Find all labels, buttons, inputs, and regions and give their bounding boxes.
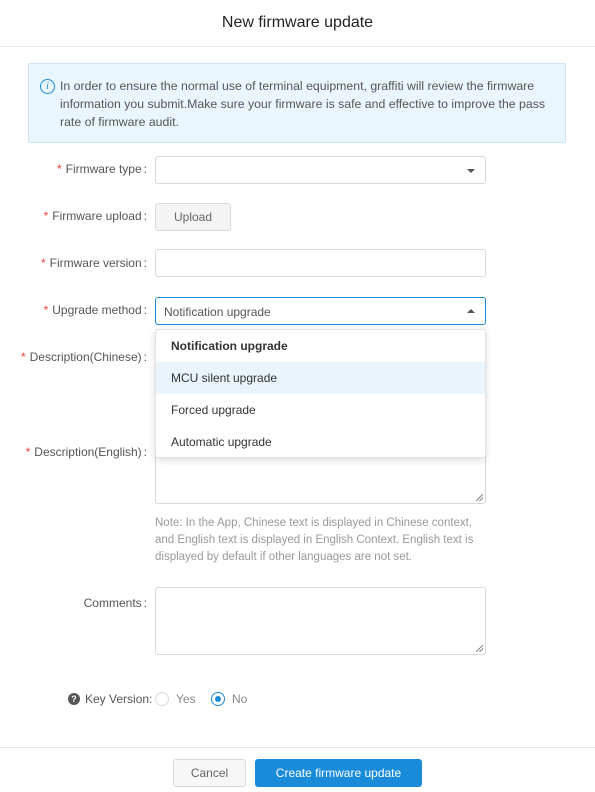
key-version-yes-radio[interactable] bbox=[155, 692, 169, 706]
firmware-type-label: * Firmware type : bbox=[56, 162, 147, 176]
firmware-version-input[interactable] bbox=[155, 249, 486, 277]
upgrade-method-dropdown bbox=[155, 329, 486, 458]
dropdown-option-notification-upgrade[interactable]: Notification upgrade bbox=[171, 339, 288, 353]
resize-handle[interactable] bbox=[476, 494, 483, 501]
firmware-type-select[interactable] bbox=[155, 156, 486, 184]
comments-label: Comments : bbox=[83, 596, 147, 610]
dropdown-option-forced-upgrade[interactable]: Forced upgrade bbox=[171, 403, 256, 417]
resize-handle[interactable] bbox=[476, 645, 483, 652]
description-chinese-label: * Description(Chinese) : bbox=[20, 350, 147, 364]
dialog-header bbox=[0, 0, 595, 47]
chevron-down-icon bbox=[467, 169, 475, 173]
cancel-button[interactable]: Cancel bbox=[173, 759, 246, 787]
key-version-no-label[interactable]: No bbox=[232, 692, 248, 706]
dropdown-option-mcu-silent-upgrade[interactable]: MCU silent upgrade bbox=[156, 362, 485, 394]
chevron-up-icon bbox=[467, 309, 475, 313]
language-note: Note: In the App, Chinese text is displayed in Chinese context, and English text is displayed in English Context. English text is displayed by default if other languages are not set. bbox=[155, 517, 474, 563]
key-version-label: ? Key Version : bbox=[68, 690, 152, 708]
upgrade-method-label: * Upgrade method : bbox=[43, 303, 147, 317]
firmware-version-label: * Firmware version : bbox=[40, 256, 147, 270]
upgrade-method-select[interactable] bbox=[155, 297, 486, 325]
dropdown-option-automatic-upgrade[interactable]: Automatic upgrade bbox=[171, 435, 272, 449]
info-icon: i bbox=[40, 79, 55, 94]
description-english-label: * Description(English) : bbox=[25, 445, 147, 459]
firmware-upload-label: * Firmware upload : bbox=[43, 209, 147, 223]
info-notice bbox=[28, 63, 566, 143]
key-version-no-radio[interactable] bbox=[211, 692, 225, 706]
info-notice-text: In order to ensure the normal use of terminal equipment, graffiti will review the firmware information you submit.Make sure your firmware is safe and effective to improve the pass rate of firmware audit. bbox=[60, 79, 546, 129]
create-firmware-update-button[interactable]: Create firmware update bbox=[255, 759, 422, 787]
comments-textarea[interactable] bbox=[155, 587, 486, 655]
upgrade-method-value: Notification upgrade bbox=[164, 305, 271, 319]
key-version-yes-label[interactable]: Yes bbox=[176, 692, 196, 706]
upload-button[interactable]: Upload bbox=[155, 203, 231, 231]
help-icon[interactable]: ? bbox=[68, 693, 80, 705]
dialog-title: New firmware update bbox=[221, 14, 374, 31]
